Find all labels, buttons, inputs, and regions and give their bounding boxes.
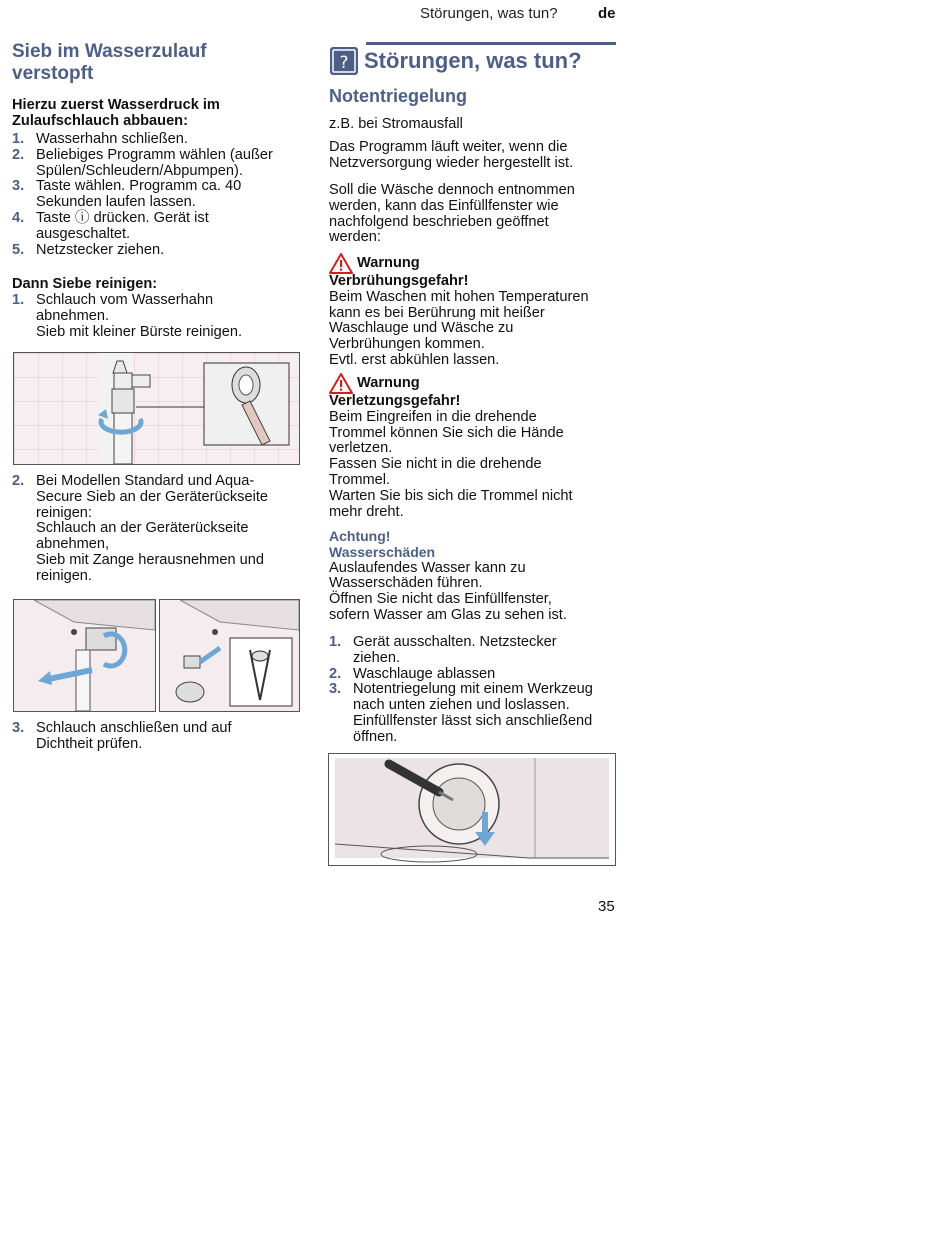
step-number: 2. xyxy=(12,473,25,489)
step-text-line: nach unten ziehen und loslassen. xyxy=(353,697,570,714)
section-title-line: verstopft xyxy=(12,63,94,84)
hose-removal-illustration xyxy=(14,600,155,711)
step-text-line: Secure Sieb an der Geräterückseite xyxy=(36,488,269,505)
text-line: Soll die Wäsche dennoch entnommen xyxy=(329,182,575,198)
text-line: Fassen Sie nicht in die drehende xyxy=(329,456,542,473)
text-line: Das Programm läuft weiter, wenn die xyxy=(329,139,568,155)
paragraph-program xyxy=(329,140,573,172)
warning-text xyxy=(329,410,619,521)
step-item xyxy=(12,132,312,148)
step-item xyxy=(12,148,312,180)
warning-scald xyxy=(329,253,619,369)
step-item xyxy=(12,211,312,243)
text-line: verletzen. xyxy=(329,440,393,457)
paragraph-example: z.B. bei Stromausfall xyxy=(329,116,463,132)
step-text-line: Waschlauge ablassen xyxy=(353,665,496,682)
step-text-line: Taste wählen. Programm ca. 40 xyxy=(36,178,242,195)
warning-label: Warnung xyxy=(357,254,420,271)
step-text-line: Netzstecker ziehen. xyxy=(36,241,165,258)
chapter-title: Störungen, was tun? xyxy=(364,48,582,73)
steps-list-unlock xyxy=(329,635,619,746)
step-number: 4. xyxy=(12,209,25,226)
step-text-line: reinigen: xyxy=(36,504,92,521)
figure-emergency-release xyxy=(328,753,616,866)
step-text-line: Sekunden laufen lassen. xyxy=(36,194,196,211)
text-line: Auslaufendes Wasser kann zu xyxy=(329,559,526,576)
text-line: mehr dreht. xyxy=(329,503,404,520)
step-text-line: Sieb mit Zange herausnehmen und xyxy=(36,551,264,568)
warning-triangle-icon xyxy=(329,253,353,274)
caution-text xyxy=(329,561,619,624)
running-header-title: Störungen, was tun? xyxy=(420,5,558,22)
subheading-pressure xyxy=(12,98,220,130)
caution-title: Wasserschäden xyxy=(329,543,436,560)
paragraph-remove-laundry xyxy=(329,183,575,246)
text-line: Verbrühungen kommen. xyxy=(329,336,485,353)
chapter-rule xyxy=(366,42,616,45)
figure-pliers-sieve xyxy=(159,599,300,712)
step-number: 5. xyxy=(12,241,25,258)
step-text-line: Spülen/Schleudern/Abpumpen). xyxy=(36,162,243,179)
figure-hose-removal xyxy=(13,599,156,712)
text-line: Trommel. xyxy=(329,471,391,488)
step-item xyxy=(329,667,619,683)
step-number: 3. xyxy=(12,178,25,195)
text-line: werden: xyxy=(329,229,381,246)
warning-title: Verbrühungsgefahr! xyxy=(329,273,469,289)
language-code: de xyxy=(598,5,616,22)
step-item xyxy=(12,293,312,340)
step-number: 1. xyxy=(12,131,25,147)
step-text-line: Einfüllfenster lässt sich anschließend xyxy=(353,712,593,729)
steps-list-clean-1 xyxy=(12,293,312,340)
svg-text:?: ? xyxy=(339,53,349,73)
step-text-line: Schlauch an der Geräterückseite xyxy=(36,520,249,537)
text-line: kann es bei Berührung mit heißer xyxy=(329,304,545,321)
question-icon xyxy=(330,47,358,75)
text-line: Öffnen Sie nicht das Einfüllfenster, xyxy=(329,591,552,608)
text-line: Netzversorgung wieder hergestellt ist. xyxy=(329,154,574,171)
subheading-line: Zulaufschlauch abbauen: xyxy=(12,112,188,129)
text-line: sofern Wasser am Glas zu sehen ist. xyxy=(329,606,567,623)
emergency-release-illustration xyxy=(329,754,615,865)
step-text-line: abnehmen. xyxy=(36,307,110,324)
step-number: 2. xyxy=(12,146,25,163)
steps-list-clean-3 xyxy=(12,721,312,753)
step-text-line: Gerät ausschalten. Netzstecker xyxy=(353,634,557,650)
warning-label: Warnung xyxy=(357,374,420,391)
text-line: Evtl. erst abkühlen lassen. xyxy=(329,351,500,368)
steps-list-clean-2 xyxy=(12,474,312,585)
step-number: 3. xyxy=(12,720,25,736)
caution-water-damage xyxy=(329,529,619,624)
text-line: Wasserschäden führen. xyxy=(329,575,483,592)
step-text-line: abnehmen, xyxy=(36,536,110,553)
warning-text xyxy=(329,290,619,369)
step-number: 3. xyxy=(329,681,342,698)
step-item xyxy=(12,243,312,259)
caution-label: Achtung! xyxy=(329,528,391,544)
warning-triangle-icon xyxy=(329,373,353,394)
step-text-line: Schlauch vom Wasserhahn xyxy=(36,292,214,308)
step-text-line: Beliebiges Programm wählen (außer xyxy=(36,146,273,163)
step-text-line: ausgeschaltet. xyxy=(36,225,131,242)
step-text-line: öffnen. xyxy=(353,728,398,745)
step-text-line: Taste ⓘ drücken. Gerät ist xyxy=(36,209,209,226)
step-text-line: Notentriegelung mit einem Werkzeug xyxy=(353,681,593,698)
step-text-line: ziehen. xyxy=(353,649,401,666)
text-line: Beim Waschen mit hohen Temperaturen xyxy=(329,288,589,305)
step-item xyxy=(12,474,312,585)
step-item xyxy=(12,721,312,753)
subheading-line: Hierzu zuerst Wasserdruck im xyxy=(12,97,220,113)
step-text-line: reinigen. xyxy=(36,567,92,584)
step-item xyxy=(329,682,619,745)
warning-injury xyxy=(329,373,619,520)
step-text-line: Bei Modellen Standard und Aqua- xyxy=(36,473,255,489)
step-item xyxy=(12,179,312,211)
step-item xyxy=(329,635,619,667)
step-text-line: Dichtheit prüfen. xyxy=(36,735,143,752)
text-line: Waschlauge und Wäsche zu xyxy=(329,320,514,337)
pliers-illustration xyxy=(160,600,299,711)
steps-list-pressure xyxy=(12,132,312,258)
section-title-line: Sieb im Wasserzulauf xyxy=(12,41,207,62)
step-number: 1. xyxy=(329,634,342,650)
text-line: Warten Sie bis sich die Trommel nicht xyxy=(329,487,573,504)
section-title-unlock: Notentriegelung xyxy=(329,86,467,106)
step-text-line: Sieb mit kleiner Bürste reinigen. xyxy=(36,323,243,340)
text-line: Beim Eingreifen in die drehende xyxy=(329,408,537,425)
warning-title: Verletzungsgefahr! xyxy=(329,393,461,409)
figure-tap-sieve xyxy=(13,352,300,465)
section-title-sieve xyxy=(12,41,207,85)
page-number: 35 xyxy=(598,898,615,915)
step-text-line: Schlauch anschließen und auf xyxy=(36,720,232,736)
step-text-line: Wasserhahn schließen. xyxy=(36,131,188,147)
step-number: 1. xyxy=(12,292,25,308)
text-line: Trommel können Sie sich die Hände xyxy=(329,424,564,441)
step-number: 2. xyxy=(329,665,342,682)
text-line: werden, kann das Einfüllfenster wie xyxy=(329,197,559,214)
tap-sieve-illustration xyxy=(14,353,299,464)
text-line: nachfolgend beschrieben geöffnet xyxy=(329,213,549,230)
subheading-clean: Dann Siebe reinigen: xyxy=(12,276,158,292)
